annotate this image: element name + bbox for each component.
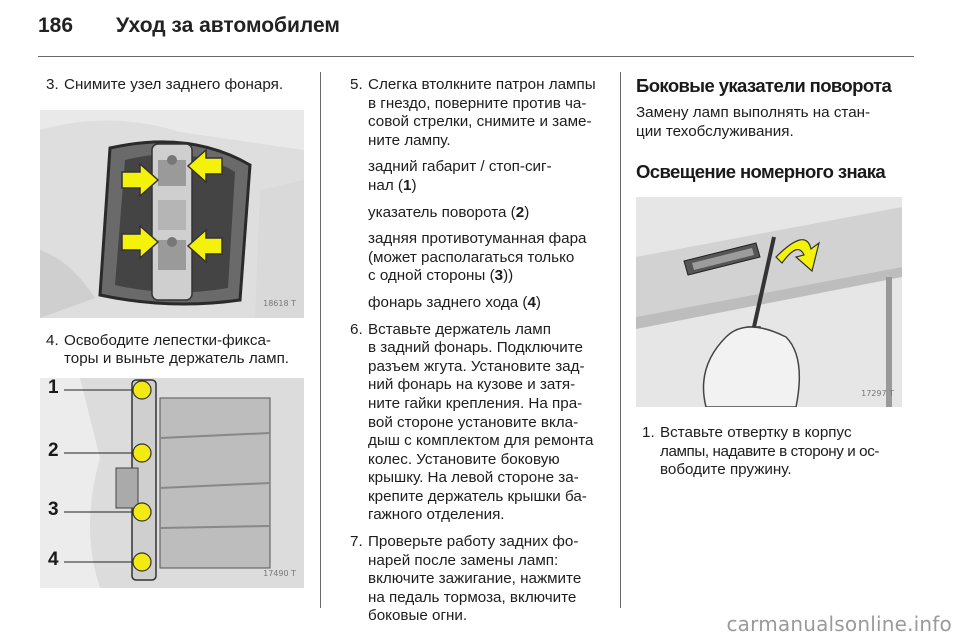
- figure-code: 17297 T: [861, 388, 894, 398]
- figure-code: 17490 T: [263, 569, 296, 579]
- lamp-item: указатель поворота (2): [368, 203, 530, 221]
- figure-code: 18618 T: [263, 299, 296, 308]
- tail-light-illustration: [40, 110, 304, 318]
- step-1: 1. Вставьте отвертку в корпус лампы, надавите в сторону и ос- вободите пружину.: [642, 424, 880, 479]
- middle-column: [344, 76, 606, 626]
- callout-3: 3: [48, 498, 59, 520]
- step-7: 7. Проверьте работу задних фо- нарей после замены ламп: включите зажигание, нажмите на педаль тормоза, включите боковые огни.: [350, 533, 582, 625]
- paragraph: Замену ламп выполнять на стан- ции техобслуживания.: [636, 104, 871, 140]
- step-4: 4. Освободите лепестки-фикса- торы и выньте держатель ламп.: [46, 331, 290, 368]
- left-column: [40, 76, 310, 588]
- lamp-item: задний габарит / стоп-сиг- нал (1): [368, 158, 552, 194]
- callout-2: 2: [48, 439, 59, 461]
- section-heading: Боковые указатели поворота: [636, 75, 892, 96]
- page-header: [38, 14, 340, 38]
- license-light-figure: [636, 197, 902, 407]
- step-6: 6. Вставьте держатель ламп в задний фонарь. Подключите разъем жгута. Установите зад- ний фонарь на кузове и затя- ните гайки крепления. На пра- вой стороне установите вкла- дыш с комплектом для ремонта колес. Установите боковую крышку. На левой стороне за- крепите держатель крышки ба- гажного отделения.: [350, 320, 594, 524]
- section-heading: Освещение номерного знака: [636, 161, 886, 183]
- step-5: 5. Слегка втолкните патрон лампы в гнездо, поверните против ча- совой стрелки, снимите и заме- ните лампу.: [350, 76, 596, 149]
- callout-4: 4: [48, 548, 59, 570]
- tail-light-figure: [40, 110, 304, 318]
- bulb-holder-illustration: [40, 378, 304, 588]
- right-column: [636, 76, 904, 480]
- header-rule: [38, 56, 914, 57]
- bulb-holder-figure: [40, 378, 304, 588]
- lamp-item: задняя противотуманная фара (может располагаться только с одной стороны (3)): [368, 230, 587, 285]
- callout-1: 1: [48, 377, 59, 398]
- license-light-illustration: [636, 197, 902, 407]
- column-divider-right: [620, 72, 621, 608]
- page-title: Уход за автомобилем: [116, 14, 340, 37]
- lamp-item: фонарь заднего хода (4): [368, 293, 541, 311]
- watermark: carmanualsonline.info: [726, 612, 952, 636]
- page-number: 186: [38, 14, 74, 37]
- step-3: 3. Снимите узел заднего фонаря.: [46, 76, 284, 93]
- column-divider-left: [320, 72, 321, 608]
